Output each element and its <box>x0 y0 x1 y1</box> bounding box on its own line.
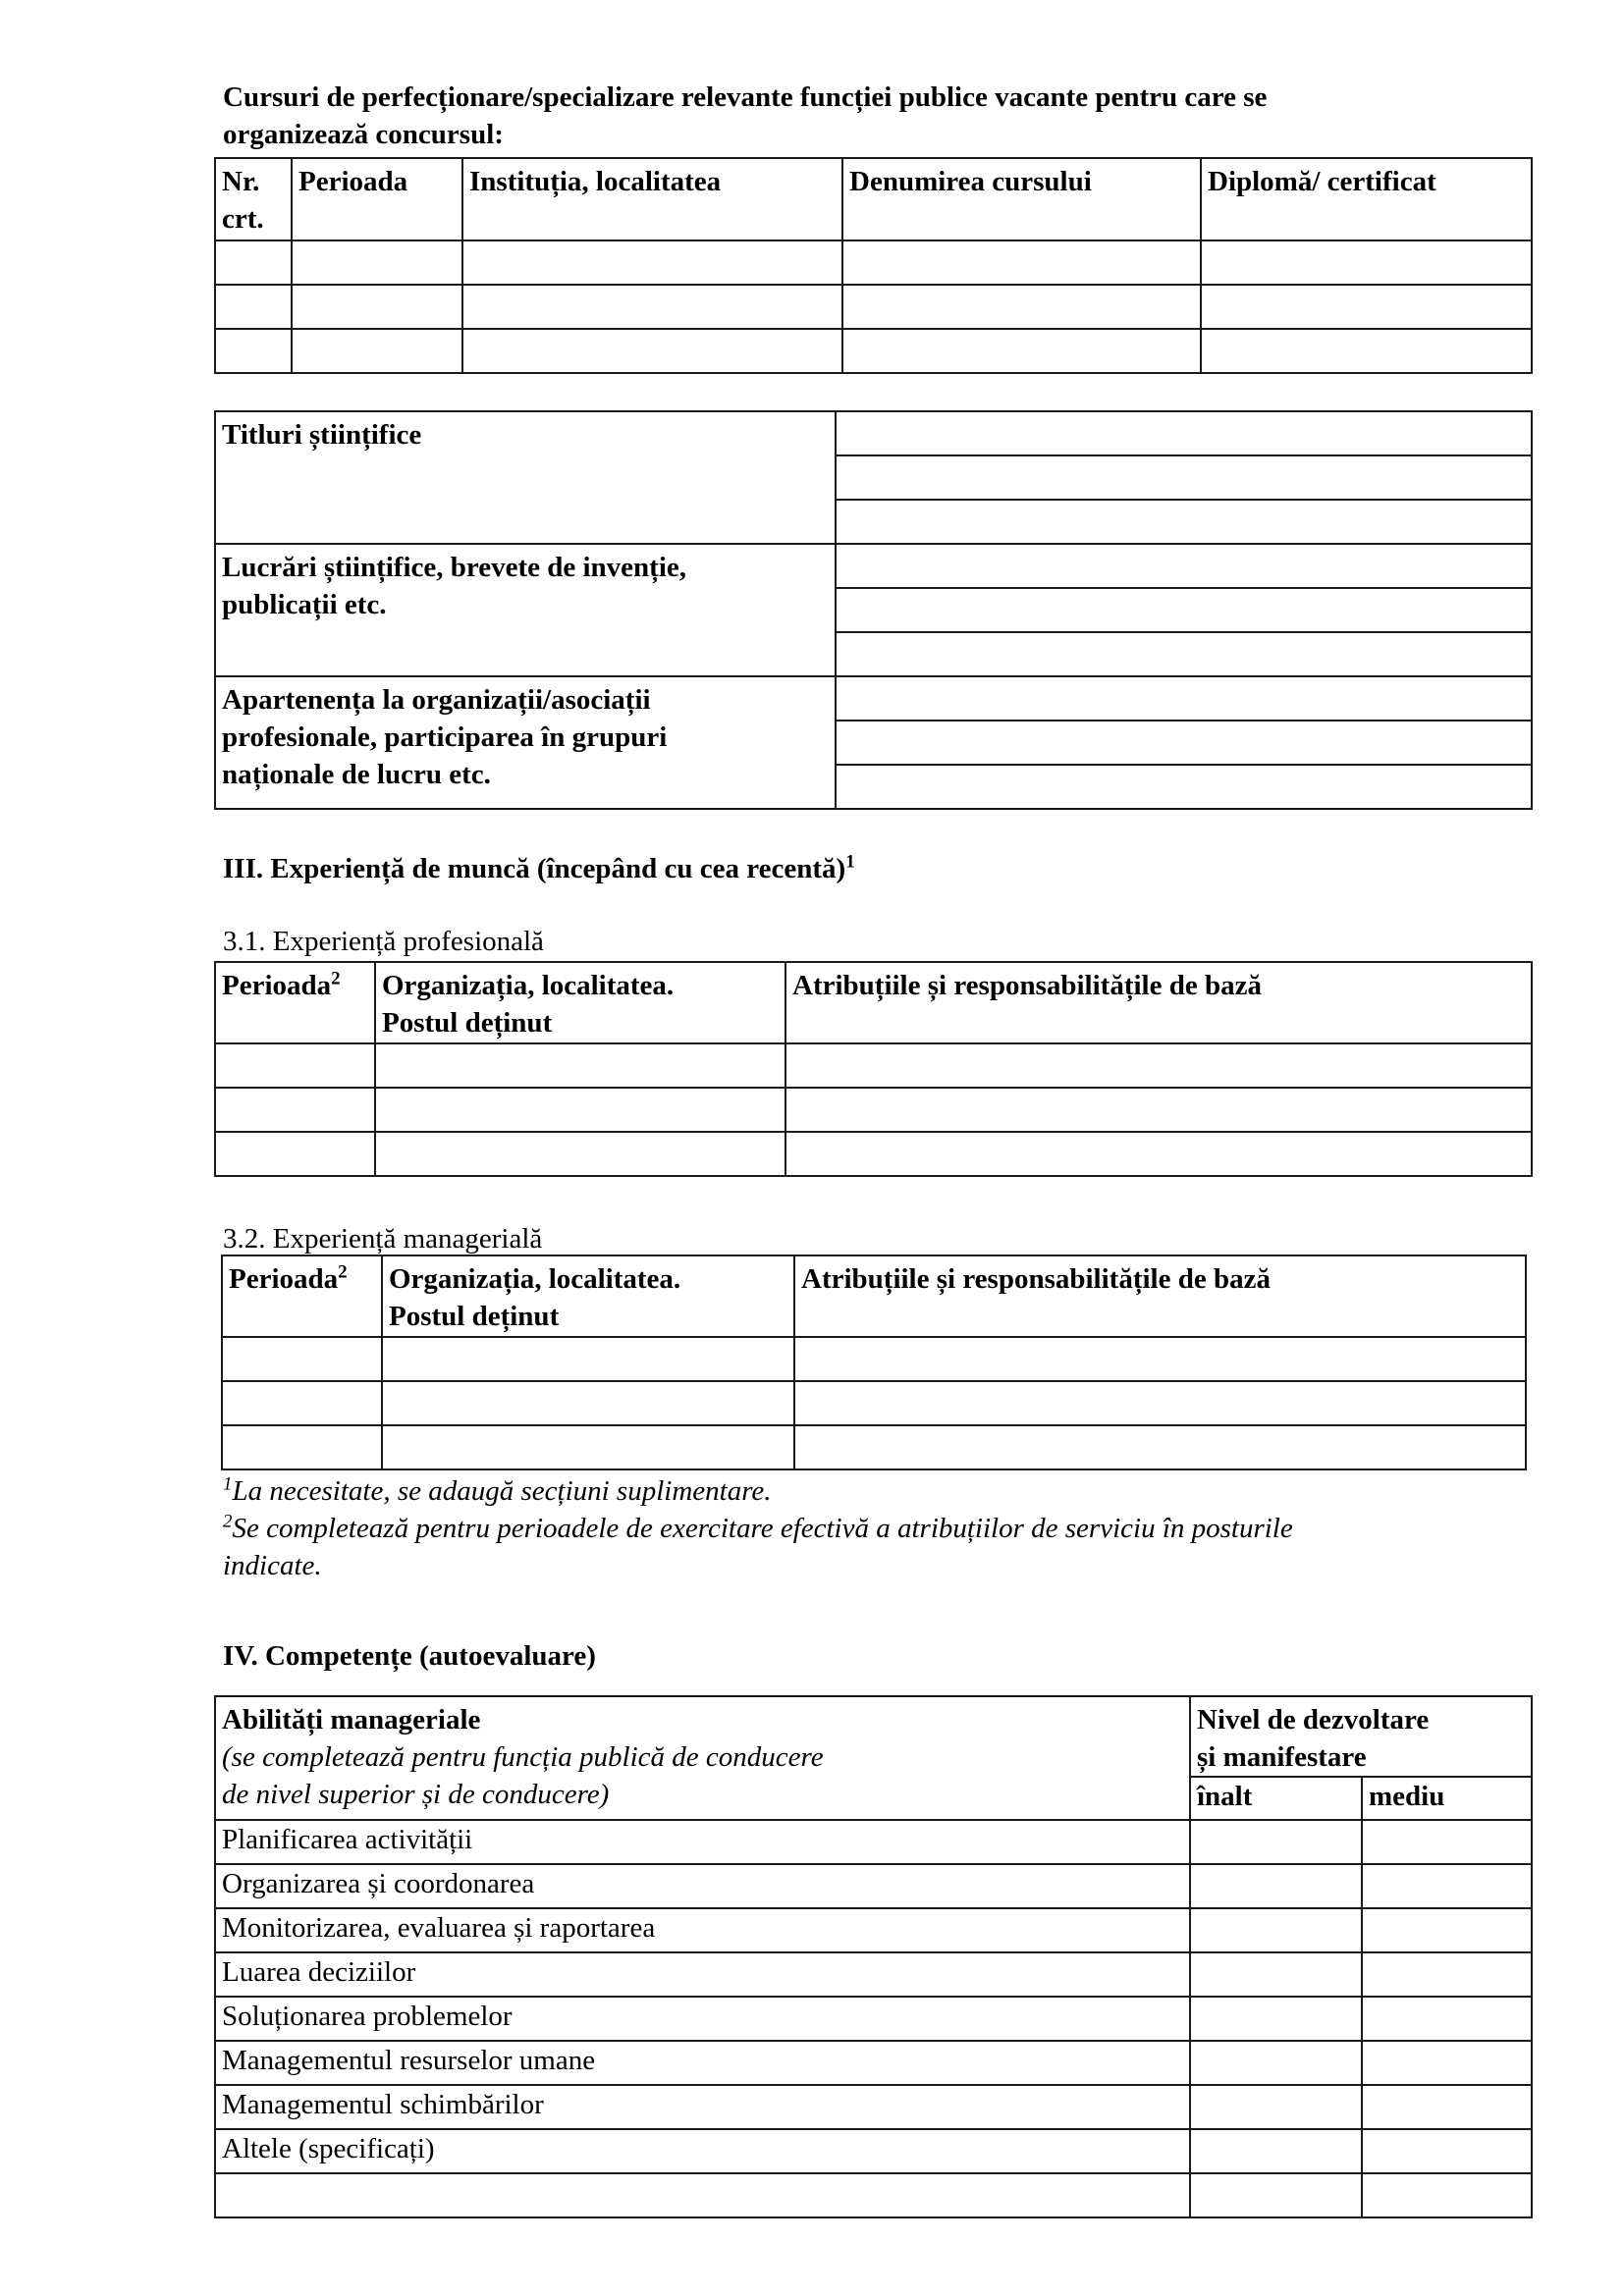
cell-period[interactable] <box>215 1132 375 1176</box>
works-line1: Lucrări științifice, brevete de invenție, <box>222 552 687 583</box>
scientific-table <box>214 410 1533 810</box>
level-line1: Nivel de dezvoltare <box>1197 1704 1430 1735</box>
abilities-note-line1: (se completează pentru funcția publică de conducere <box>222 1741 824 1773</box>
cell-high[interactable] <box>1190 1820 1362 1864</box>
scientific-works-entry[interactable] <box>836 544 1532 588</box>
footnote-2-marker: 2 <box>223 1511 233 1532</box>
nr-label: Nr. <box>222 166 260 197</box>
cell-high[interactable] <box>1190 2173 1362 2217</box>
membership-line2: profesionale, participarea în grupuri <box>222 721 668 753</box>
cell-medium[interactable] <box>1362 2173 1532 2217</box>
courses-title-line2: organizează concursul: <box>223 119 504 150</box>
ability-label: Luarea deciziilor <box>215 1952 1190 1997</box>
col-organization <box>375 962 785 1043</box>
footnote-2-line2: indicate. <box>223 1550 322 1581</box>
cell-responsibilities[interactable] <box>794 1425 1526 1469</box>
cell-medium[interactable] <box>1362 1997 1532 2041</box>
table-row <box>215 2041 1532 2085</box>
cell-period[interactable] <box>292 329 462 373</box>
cell-medium[interactable] <box>1362 1952 1532 1997</box>
table-row <box>215 1132 1532 1176</box>
org-line1: Organizația, localitatea. <box>389 1263 681 1295</box>
cell-high[interactable] <box>1190 1997 1362 2041</box>
cell-period[interactable] <box>215 1043 375 1088</box>
table-row <box>222 1425 1526 1469</box>
courses-title-line1: Cursuri de perfecționare/specializare relevante funcției publice vacante pentru care se <box>223 81 1268 113</box>
membership-entry[interactable] <box>836 765 1532 809</box>
ability-label: Monitorizarea, evaluarea și raportarea <box>215 1908 1190 1952</box>
table-row <box>215 2173 1532 2217</box>
table-row <box>215 2085 1532 2129</box>
scientific-works-entry[interactable] <box>836 588 1532 632</box>
table-row <box>215 285 1532 329</box>
cell-course[interactable] <box>842 285 1201 329</box>
cell-high[interactable] <box>1190 1952 1362 1997</box>
cell-medium[interactable] <box>1362 2041 1532 2085</box>
competencies-table <box>214 1695 1533 2218</box>
col-responsibilities: Atribuțiile și responsabilitățile de bază <box>785 962 1532 1043</box>
cell-period[interactable] <box>222 1381 382 1425</box>
table-row <box>215 329 1532 373</box>
cell-organization[interactable] <box>375 1043 785 1088</box>
cell-diploma[interactable] <box>1201 329 1532 373</box>
cell-high[interactable] <box>1190 2129 1362 2173</box>
ability-label: Soluționarea problemelor <box>215 1997 1190 2041</box>
managerial-experience-table <box>221 1255 1527 1470</box>
works-line2: publicații etc. <box>222 589 387 620</box>
table-row <box>215 240 1532 285</box>
competencies-heading: IV. Competențe (autoevaluare) <box>223 1640 596 1672</box>
table-row <box>215 1043 1532 1088</box>
abilities-note-line2: de nivel superior și de conducere) <box>222 1779 610 1810</box>
org-line2: Postul deținut <box>389 1301 560 1332</box>
membership-entry[interactable] <box>836 676 1532 721</box>
cell-medium[interactable] <box>1362 2085 1532 2129</box>
courses-table <box>214 157 1533 374</box>
cell-course[interactable] <box>842 329 1201 373</box>
cell-high[interactable] <box>1190 2041 1362 2085</box>
ability-label: Planificarea activității <box>215 1820 1190 1864</box>
cell-diploma[interactable] <box>1201 240 1532 285</box>
period-label: Perioada <box>222 970 332 1001</box>
table-row <box>215 1088 1532 1132</box>
cell-period[interactable] <box>215 1088 375 1132</box>
cell-responsibilities[interactable] <box>794 1337 1526 1381</box>
col-organization <box>382 1255 794 1337</box>
cell-high[interactable] <box>1190 2085 1362 2129</box>
col-institution: Instituția, localitatea <box>462 158 842 240</box>
cell-course[interactable] <box>842 240 1201 285</box>
abilities-title: Abilități manageriale <box>222 1704 481 1735</box>
cell-medium[interactable] <box>1362 1820 1532 1864</box>
table-row <box>215 1908 1532 1952</box>
col-nr-crt <box>215 158 292 240</box>
cell-organization[interactable] <box>382 1425 794 1469</box>
org-line1: Organizația, localitatea. <box>382 970 675 1001</box>
abilities-header <box>215 1696 1190 1820</box>
cell-medium[interactable] <box>1362 1908 1532 1952</box>
ability-label: Managementul schimbărilor <box>215 2085 1190 2129</box>
col-period <box>222 1255 382 1337</box>
table-row <box>215 1997 1532 2041</box>
footnote-2 <box>223 1510 1293 1547</box>
cell-organization[interactable] <box>375 1132 785 1176</box>
membership-line1: Apartenența la organizații/asociații <box>222 684 651 716</box>
table-row <box>222 1337 1526 1381</box>
cell-medium[interactable] <box>1362 1864 1532 1908</box>
cell-institution[interactable] <box>462 240 842 285</box>
ability-label: Organizarea și coordonarea <box>215 1864 1190 1908</box>
ability-label: Managementul resurselor umane <box>215 2041 1190 2085</box>
courses-header-row <box>215 158 1532 240</box>
col-high: înalt <box>1190 1777 1362 1820</box>
cell-period[interactable] <box>222 1425 382 1469</box>
scientific-titles-entry[interactable] <box>836 411 1532 455</box>
experience-heading <box>223 850 855 887</box>
cell-institution[interactable] <box>462 285 842 329</box>
table-row <box>215 1820 1532 1864</box>
cell-medium[interactable] <box>1362 2129 1532 2173</box>
scientific-works-label <box>215 544 836 676</box>
table-row <box>215 1952 1532 1997</box>
table-row <box>222 1381 1526 1425</box>
membership-entry[interactable] <box>836 721 1532 765</box>
cell-high[interactable] <box>1190 1908 1362 1952</box>
scientific-titles-entry[interactable] <box>836 500 1532 544</box>
footnote-ref-2: 2 <box>331 968 341 989</box>
cell-responsibilities[interactable] <box>785 1088 1532 1132</box>
footnote-2-text-line1: Se completează pentru perioadele de exercitare efectivă a atribuțiilor de serviciu în posturile <box>232 1513 1293 1544</box>
col-diploma: Diplomă/ certificat <box>1201 158 1532 240</box>
col-period <box>215 962 375 1043</box>
cell-responsibilities[interactable] <box>794 1381 1526 1425</box>
cell-period[interactable] <box>292 285 462 329</box>
col-period: Perioada <box>292 158 462 240</box>
ability-label: Altele (specificați) <box>215 2129 1190 2173</box>
crt-label: crt. <box>222 203 264 235</box>
col-course-name: Denumirea cursului <box>842 158 1201 240</box>
footnote-ref-1: 1 <box>845 851 855 873</box>
cell-nr[interactable] <box>215 240 292 285</box>
cell-high[interactable] <box>1190 1864 1362 1908</box>
col-medium: mediu <box>1362 1777 1532 1820</box>
cell-organization[interactable] <box>375 1088 785 1132</box>
ability-other-entry[interactable] <box>215 2173 1190 2217</box>
col-responsibilities: Atribuțiile și responsabilitățile de bază <box>794 1255 1526 1337</box>
cell-nr[interactable] <box>215 329 292 373</box>
cell-responsibilities[interactable] <box>785 1043 1532 1088</box>
cell-institution[interactable] <box>462 329 842 373</box>
cell-diploma[interactable] <box>1201 285 1532 329</box>
scientific-titles-entry[interactable] <box>836 455 1532 500</box>
footnote-ref-2: 2 <box>338 1261 348 1283</box>
cell-organization[interactable] <box>382 1381 794 1425</box>
period-label: Perioada <box>229 1263 339 1295</box>
cell-responsibilities[interactable] <box>785 1132 1532 1176</box>
professional-experience-label: 3.1. Experiență profesională <box>223 926 544 957</box>
cell-organization[interactable] <box>382 1337 794 1381</box>
membership-label <box>215 676 836 809</box>
level-header <box>1190 1696 1532 1777</box>
footnote-1 <box>223 1472 772 1510</box>
scientific-works-entry[interactable] <box>836 632 1532 676</box>
experience-heading-text: III. Experiență de muncă (începând cu cea recentă) <box>223 853 846 884</box>
level-line2: și manifestare <box>1197 1741 1367 1773</box>
footnote-1-text: La necesitate, se adaugă secțiuni suplimentare. <box>232 1475 772 1507</box>
cell-period[interactable] <box>292 240 462 285</box>
managerial-experience-label: 3.2. Experiență managerială <box>223 1223 543 1255</box>
footnote-1-marker: 1 <box>223 1473 233 1495</box>
table-row <box>215 2129 1532 2173</box>
table-row <box>215 1864 1532 1908</box>
scientific-titles-label: Titluri științifice <box>215 411 836 544</box>
professional-experience-table <box>214 961 1533 1177</box>
cell-nr[interactable] <box>215 285 292 329</box>
cell-period[interactable] <box>222 1337 382 1381</box>
org-line2: Postul deținut <box>382 1007 553 1039</box>
membership-line3: naționale de lucru etc. <box>222 759 491 790</box>
